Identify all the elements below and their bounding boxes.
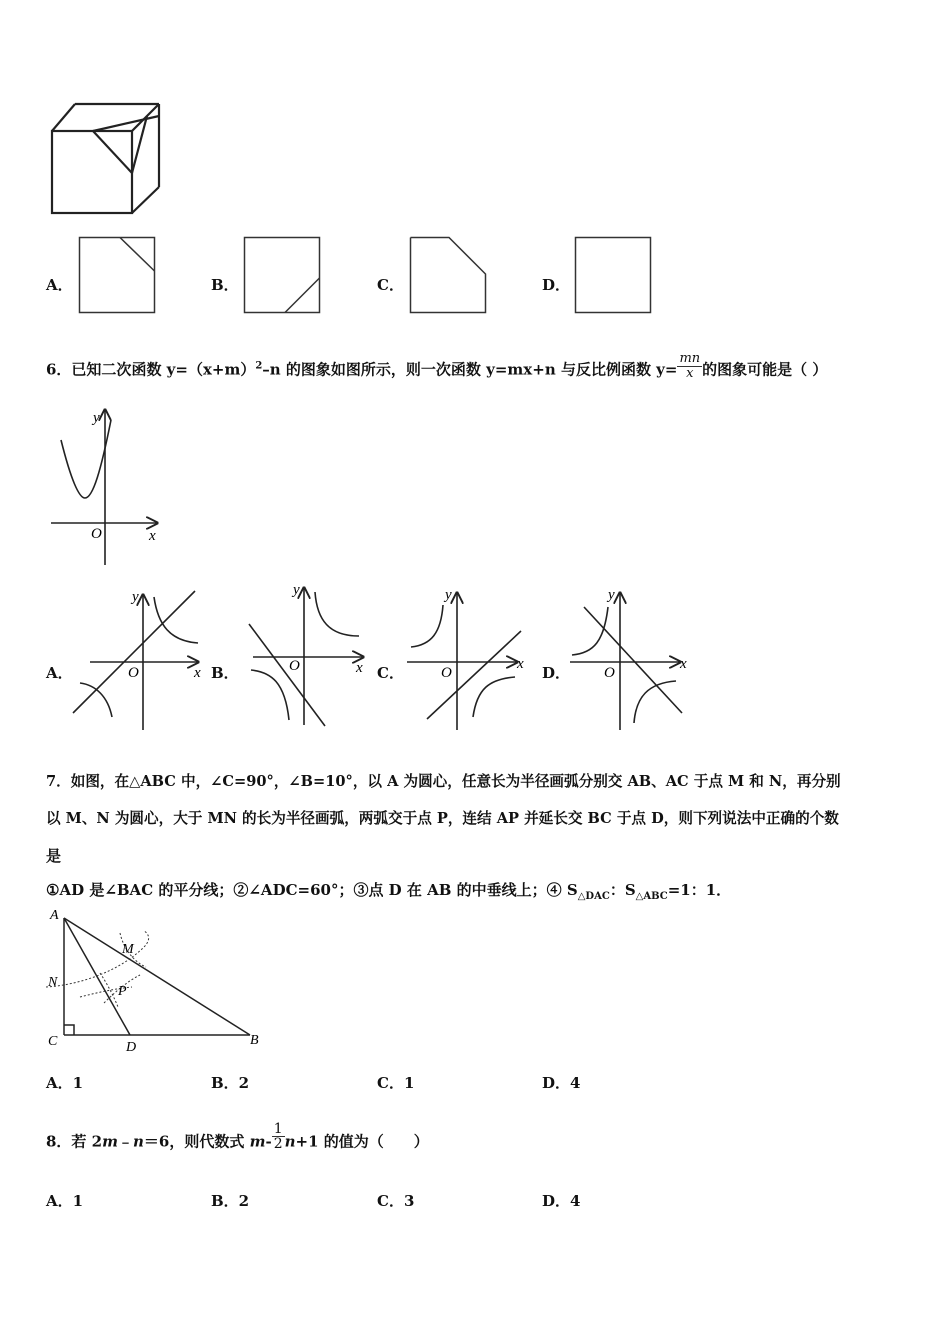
q7-label-n: N (48, 975, 58, 990)
q7-label-d: D (126, 1040, 137, 1055)
q8-stem-suffix: +1 的值为（ ） (295, 1132, 429, 1151)
q7-statements (46, 880, 731, 907)
q6-stem (46, 351, 828, 385)
q7-statements-b: ：S (609, 881, 636, 899)
q6-option-d-label[interactable]: D． (542, 664, 571, 682)
q6-frac-num: mn (679, 351, 701, 366)
q8-frac-num: 1 (273, 1121, 283, 1137)
q6-option-b-label[interactable]: B． (211, 664, 239, 682)
q7-stem-line1: 7．如图，在△ABC 中，∠C=90°，∠B=10°，以 A 为圆心，任意长为半径画弧分别交 AB、AC 于点 M 和 N，再分别 (46, 773, 841, 790)
q8-option-a[interactable]: A．1 (46, 1192, 84, 1210)
q6-b-origin-label: O (289, 658, 300, 674)
q7-label-b: B (250, 1033, 259, 1048)
q6-b-y-label: y (293, 582, 300, 598)
q6-c-origin-label: O (441, 665, 452, 681)
q8-stem-mid1: ﹣ (117, 1132, 133, 1151)
q5-option-a-label[interactable]: A． (46, 276, 73, 294)
q5-option-a-figure[interactable] (78, 236, 158, 316)
q6-frac-den: x (686, 366, 694, 381)
q8-var-n2: n (284, 1132, 296, 1151)
q5-option-d-label[interactable]: D． (542, 276, 571, 294)
q6-d-origin-label: O (604, 665, 615, 681)
q8-fraction (272, 1122, 285, 1151)
q5-option-c-label[interactable]: C． (377, 276, 404, 294)
q5-option-b-label[interactable]: B． (211, 276, 239, 294)
q6-b-x-label: x (356, 660, 363, 676)
q6-parabola-figure (45, 400, 170, 570)
q6-option-c-graph[interactable] (405, 585, 535, 735)
q5-option-c-figure[interactable] (409, 236, 489, 316)
q6-option-b-graph[interactable] (245, 580, 375, 730)
q7-option-a[interactable]: A．1 (46, 1074, 84, 1092)
q5-option-b-figure[interactable] (243, 236, 323, 316)
q8-dash: - (265, 1132, 272, 1151)
q7-label-m: M (122, 942, 134, 957)
q6-stem-prefix: 6．已知二次函数 y=（x+m） (46, 360, 256, 379)
q6-a-y-label: y (132, 589, 139, 605)
q7-label-c: C (48, 1034, 58, 1049)
q7-statements-c: =1：1． (667, 881, 732, 899)
q6-option-a-label[interactable]: A． (46, 664, 73, 682)
q7-option-b[interactable]: B．2 (211, 1074, 250, 1092)
q7-stem-line3: 是 (46, 847, 62, 865)
q8-stem-mid2: ＝6，则代数式 (143, 1132, 250, 1151)
q5-cube-figure (45, 100, 170, 220)
q7-triangle-figure (40, 905, 280, 1055)
q7-option-c[interactable]: C．1 (377, 1074, 415, 1092)
q8-stem (46, 1121, 429, 1157)
q8-stem-prefix: 8．若 2 (46, 1132, 103, 1151)
q7-option-d[interactable]: D．4 (542, 1074, 581, 1092)
q6-c-x-label: x (517, 656, 524, 672)
q7-stem-line2: 以 M、N 为圆心，大于 MN 的长为半径画弧，两弧交于点 P，连结 AP 并延长交 BC 于点 D，则下列说法中正确的个数 (46, 810, 839, 827)
q7-label-p: P (118, 984, 127, 999)
q6-axis-y-label: y (93, 410, 100, 426)
q6-stem-mid: –n 的图象如图所示，则一次函数 y=mx+n 与反比例函数 y= (262, 360, 678, 379)
q6-option-a-graph[interactable] (70, 585, 210, 735)
q5-option-d-figure[interactable] (574, 236, 654, 316)
q6-option-c-label[interactable]: C． (377, 664, 404, 682)
q8-var-m2: m (249, 1132, 266, 1151)
q7-label-a: A (50, 908, 59, 923)
q6-option-d-graph[interactable] (568, 585, 698, 735)
q8-option-d[interactable]: D．4 (542, 1192, 581, 1210)
q8-option-b[interactable]: B．2 (211, 1192, 250, 1210)
q8-var-m1: m (102, 1132, 118, 1151)
q6-d-y-label: y (608, 587, 615, 603)
q6-stem-sup: 2 (255, 360, 263, 372)
q6-d-x-label: x (680, 656, 687, 672)
q6-c-y-label: y (445, 587, 452, 603)
q7-sub-abc: △ABC (635, 891, 668, 902)
q6-a-x-label: x (194, 665, 201, 681)
q8-option-c[interactable]: C．3 (377, 1192, 415, 1210)
q6-stem-suffix: 的图象可能是（ ） (702, 360, 828, 379)
q6-fraction (677, 352, 702, 381)
q8-var-n1: n (133, 1132, 144, 1151)
q6-origin-label: O (91, 526, 102, 542)
q7-sub-dac: △DAC (577, 891, 610, 902)
q6-a-origin-label: O (128, 665, 139, 681)
q7-statements-a: ①AD 是∠BAC 的平分线；②∠ADC=60°；③点 D 在 AB 的中垂线上；④ S (46, 881, 578, 899)
q8-frac-den: 2 (273, 1136, 283, 1152)
q6-axis-x-label: x (149, 528, 156, 544)
